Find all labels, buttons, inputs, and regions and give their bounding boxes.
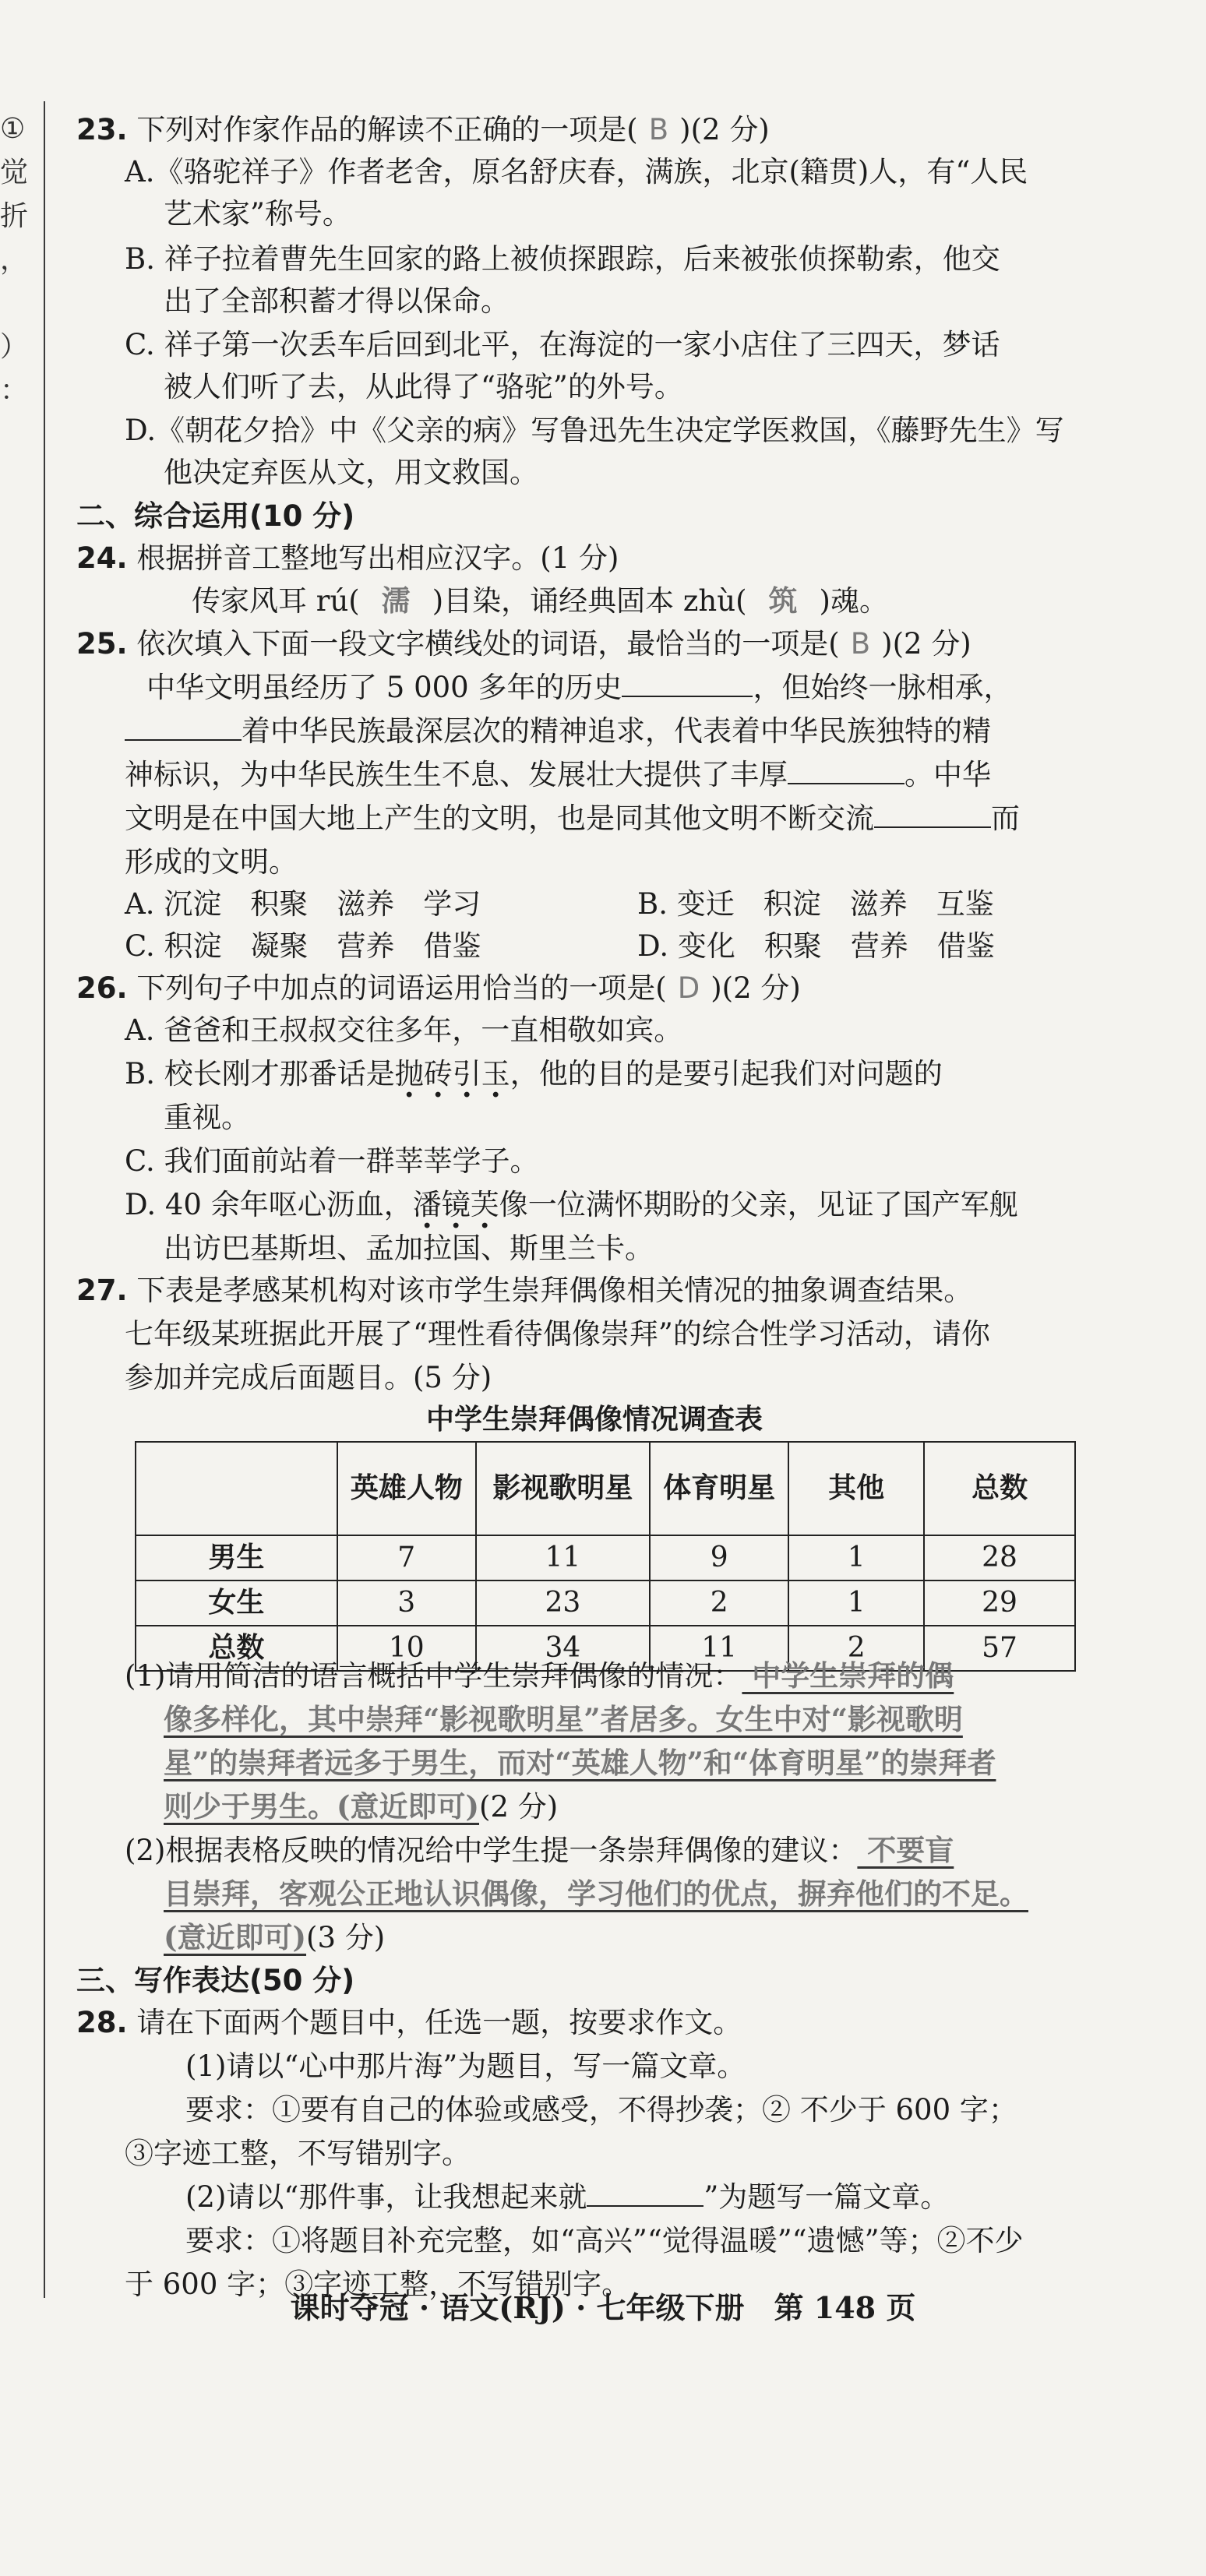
fill-blank bbox=[125, 711, 242, 741]
q28-req-1-cont: ③字迹工整，不写错别字。 bbox=[125, 2137, 471, 2170]
q23-option-a: A.《骆驼祥子》作者老舍，原名舒庆春，满族，北京(籍贯)人，有“人民 bbox=[125, 155, 1028, 189]
q27-stem-2: 七年级某班据此开展了“理性看待偶像崇拜”的综合性学习活动，请你 bbox=[125, 1317, 990, 1351]
table-cell: 23 bbox=[476, 1580, 650, 1626]
table-cell: 1 bbox=[788, 1535, 924, 1580]
table-cell: 2 bbox=[650, 1580, 788, 1626]
table-header-cell: 体育明星 bbox=[650, 1442, 788, 1535]
edge-margin-text: ① 觉 折 ， ） ： bbox=[0, 113, 29, 407]
q27-sub2-answer-3: (意近即可)(3 分) bbox=[164, 1920, 386, 1954]
table-cell: 29 bbox=[924, 1580, 1075, 1626]
q25-option-d: D. 变化 积聚 营养 借鉴 bbox=[637, 929, 995, 963]
table-row-label: 男生 bbox=[136, 1535, 337, 1580]
table-cell: 7 bbox=[337, 1535, 476, 1580]
table-cell: 10 bbox=[337, 1626, 476, 1671]
q26-option-d-cont: 出访巴基斯坦、孟加拉国、斯里兰卡。 bbox=[164, 1232, 654, 1265]
q25-option-b: B. 变迁 积淀 滋养 互鉴 bbox=[637, 887, 994, 921]
table-cell: 2 bbox=[788, 1626, 924, 1671]
handwritten-answer: 不要盲 bbox=[857, 1833, 954, 1867]
q28-prompt-2: (2)请以“那件事，让我想起来就 ”为题写一篇文章。 bbox=[185, 2176, 949, 2218]
dotted-char: 芙 bbox=[470, 1188, 499, 1221]
table-header-cell: 影视歌明星 bbox=[476, 1442, 650, 1535]
q27-sub1-answer-3: 星”的崇拜者远多于男生，而对“英雄人物”和“体育明星”的崇拜者 bbox=[164, 1746, 996, 1780]
q28-prompt-1: (1)请以“心中那片海”为题目，写一篇文章。 bbox=[185, 2049, 746, 2083]
table-cell: 57 bbox=[924, 1626, 1075, 1671]
table-cell: 34 bbox=[476, 1626, 650, 1671]
q25-option-c: C. 积淀 凝聚 营养 借鉴 bbox=[125, 929, 481, 963]
dotted-char: 镜 bbox=[441, 1188, 471, 1221]
q24-answer-2: 筑 bbox=[768, 583, 798, 618]
table-header-cell bbox=[136, 1442, 337, 1535]
q28-req-2: 要求：①将题目补充完整，如“高兴”“觉得温暖”“遗憾”等；②不少 bbox=[185, 2224, 1024, 2257]
q26-option-c: C. 我们面前站着一群莘莘学子。 bbox=[125, 1144, 539, 1178]
q23-answer: B bbox=[648, 113, 669, 146]
q23-option-a-cont: 艺术家”称号。 bbox=[164, 197, 351, 231]
section-3-title: 三、写作表达(50 分) bbox=[76, 1964, 355, 1997]
table-cell: 1 bbox=[788, 1580, 924, 1626]
q23-option-b: B. 祥子拉着曹先生回家的路上被侦探跟踪，后来被张侦探勒索，他交 bbox=[125, 242, 1000, 276]
q24-stem: 24. 根据拼音工整地写出相应汉字。(1 分) bbox=[76, 541, 619, 575]
fill-blank bbox=[587, 2177, 704, 2207]
dotted-char: 砖 bbox=[423, 1057, 453, 1091]
table-cell: 9 bbox=[650, 1535, 788, 1580]
dotted-char: 引 bbox=[452, 1057, 481, 1091]
q26-option-d: D. 40 余年呕心沥血，潘镜芙像一位满怀期盼的父亲，见证了国产军舰 bbox=[125, 1184, 1018, 1226]
q25-text-5: 形成的文明。 bbox=[125, 845, 298, 879]
q27-sub2: (2)根据表格反映的情况给中学生提一条崇拜偶像的建议： 不要盲 bbox=[125, 1833, 954, 1867]
q28-req-1: 要求：①要有自己的体验或感受，不得抄袭；② 不少于 600 字； bbox=[185, 2093, 1017, 2127]
q26-option-b: B. 校长刚才那番话是抛砖引玉，他的目的是要引起我们对问题的 bbox=[125, 1053, 943, 1095]
fill-blank bbox=[622, 668, 753, 697]
binding-line bbox=[44, 101, 45, 2298]
q26-stem: 26. 下列句子中加点的词语运用恰当的一项是( D )(2 分) bbox=[76, 971, 801, 1005]
q25-text-3: 神标识，为中华民族生生不息、发展壮大提供了丰厚 。中华 bbox=[125, 754, 991, 796]
table-row bbox=[136, 1580, 1075, 1626]
table-cell: 3 bbox=[337, 1580, 476, 1626]
table-row bbox=[136, 1535, 1075, 1580]
q27-stem: 27. 下表是孝感某机构对该市学生崇拜偶像相关情况的抽象调查结果。 bbox=[76, 1274, 973, 1307]
table-header-cell: 其他 bbox=[788, 1442, 924, 1535]
table-cell: 28 bbox=[924, 1535, 1075, 1580]
table-row-label: 女生 bbox=[136, 1580, 337, 1626]
table-header-cell: 总数 bbox=[924, 1442, 1075, 1535]
table-row-label: 总数 bbox=[136, 1626, 337, 1671]
table-header-cell: 英雄人物 bbox=[337, 1442, 476, 1535]
q27-sub1-answer-4: 则少于男生。(意近即可)(2 分) bbox=[164, 1789, 559, 1824]
q27-sub1-answer-2: 像多样化，其中崇拜“影视歌明星”者居多。女生中对“影视歌明 bbox=[164, 1702, 963, 1736]
section-2-title: 二、综合运用(10 分) bbox=[76, 499, 355, 533]
q25-text-1: 中华文明虽经历了 5 000 多年的历史 ，但始终一脉相承， bbox=[146, 667, 1012, 709]
q27-stem-3: 参加并完成后面题目。(5 分) bbox=[125, 1361, 492, 1394]
q23-option-d: D.《朝花夕拾》中《父亲的病》写鲁迅先生决定学医救国，《藤野先生》写 bbox=[125, 414, 1064, 447]
table-cell: 11 bbox=[650, 1626, 788, 1671]
q24-answer-1: 濡 bbox=[381, 583, 411, 618]
dotted-char: 抛 bbox=[394, 1057, 424, 1091]
q23-option-d-cont: 他决定弃医从文，用文救国。 bbox=[164, 456, 538, 489]
q28-stem: 28. 请在下面两个题目中，任选一题，按要求作文。 bbox=[76, 2006, 742, 2039]
q25-stem: 25. 依次填入下面一段文字横线处的词语，最恰当的一项是( B )(2 分) bbox=[76, 627, 972, 661]
table-title: 中学生崇拜偶像情况调查表 bbox=[425, 1404, 763, 1436]
page-footer: 课时夺冠 · 语文(RJ) · 七年级下册 第 148 页 bbox=[290, 2290, 916, 2325]
handwritten-answer: 中学生崇拜的偶 bbox=[742, 1658, 954, 1693]
q25-option-a: A. 沉淀 积聚 滋养 学习 bbox=[125, 887, 481, 921]
q26-option-a: A. 爸爸和王叔叔交往多年，一直相敬如宾。 bbox=[125, 1013, 683, 1047]
q23-stem: 23. 下列对作家作品的解读不正确的一项是( B )(2 分) bbox=[76, 113, 770, 146]
q23-option-b-cont: 出了全部积蓄才得以保命。 bbox=[164, 284, 510, 318]
q26-answer: D bbox=[677, 971, 700, 1005]
table-header-row bbox=[136, 1442, 1075, 1535]
dotted-char: 潘 bbox=[412, 1188, 442, 1221]
q28-req-2-cont: 于 600 字；③字迹工整，不写错别字。 bbox=[125, 2268, 631, 2301]
table-cell: 11 bbox=[476, 1535, 650, 1580]
dotted-char: 玉 bbox=[481, 1057, 510, 1091]
fill-blank bbox=[788, 755, 905, 784]
q24-line: 传家风耳 rú( 濡 )目染，诵经典固本 zhù( 筑 )魂。 bbox=[192, 583, 888, 618]
fill-blank bbox=[874, 798, 991, 828]
q23-option-c-cont: 被人们听了去，从此得了“骆驼”的外号。 bbox=[164, 370, 683, 403]
q23-option-c: C. 祥子第一次丢车后回到北平，在海淀的一家小店住了三四天，梦话 bbox=[125, 328, 1000, 361]
survey-table bbox=[135, 1441, 1076, 1672]
q27-sub1: (1)请用简洁的语言概括中学生崇拜偶像的情况： 中学生崇拜的偶 bbox=[125, 1658, 954, 1693]
q25-text-2: 着中华民族最深层次的精神追求，代表着中华民族独特的精 bbox=[125, 710, 991, 752]
q25-text-4: 文明是在中国大地上产生的文明，也是同其他文明不断交流 而 bbox=[125, 798, 1020, 840]
q27-sub2-answer-2: 目崇拜，客观公正地认识偶像，学习他们的优点，摒弃他们的不足。 bbox=[164, 1876, 1028, 1911]
q26-option-b-cont: 重视。 bbox=[164, 1101, 250, 1134]
q25-answer: B bbox=[850, 627, 871, 661]
